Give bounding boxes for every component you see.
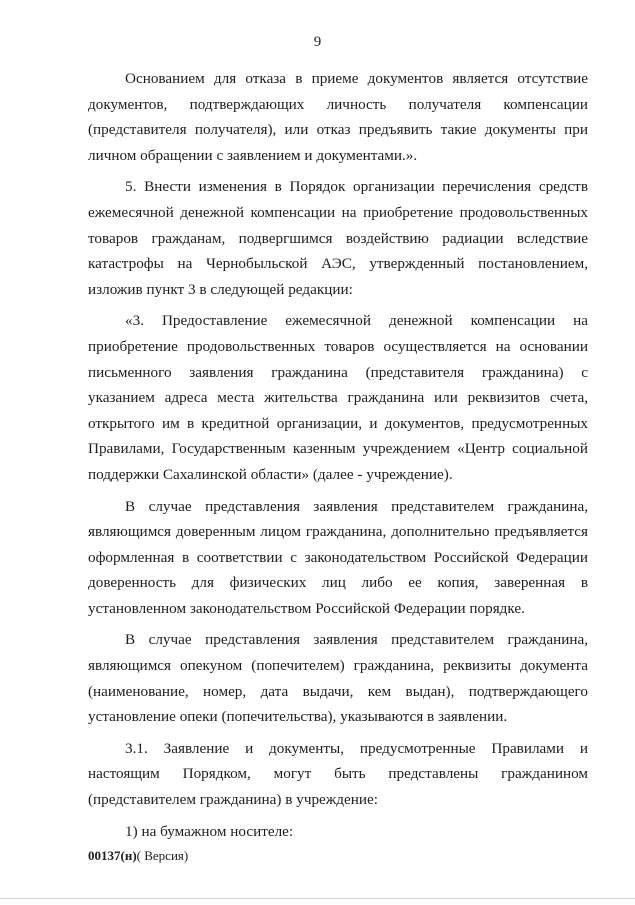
- scan-edge-divider: [0, 898, 635, 899]
- page-number: 9: [313, 34, 322, 50]
- document-body: [88, 66, 588, 850]
- paragraph-item-5: 5. Внести изменения в Порядок организации перечисления средств ежемесячной денежной компенсации на приобретение продовольственных товаров гражданам, подвергшимся воздействию радиации вследствие катастрофы на Чернобыльской АЭС, утвержденный постановлением, изложив пункт 3 в следующей редакции:: [88, 178, 588, 298]
- paragraph-subitem-1: 1) на бумажном носителе:: [125, 822, 294, 840]
- paragraph-refusal-grounds: Основанием для отказа в приеме документов является отсутствие документов, подтверждающих личность получателя компенсации (представителя получателя), или отказ предъявить такие документы при личном обращении с заявлением и документами.».: [88, 70, 588, 164]
- paragraph-item-3-1: 3.1. Заявление и документы, предусмотренные Правилами и настоящим Порядком, могут быть представлены гражданином (представителем гражданина) в учреждение:: [88, 739, 588, 809]
- paragraph-guardian-representative: В случае представления заявления представителем гражданина, являющимся опекуном (попечителем) гражданина, реквизиты документа (наименование, номер, дата выдачи, кем выдан), подтверждающего установление опеки (попечительства), указываются в заявлении.: [88, 631, 588, 726]
- footer-code: 00137(н): [88, 848, 137, 863]
- paragraph-item-3: «3. Предоставление ежемесячной денежной компенсации на приобретение продовольственных товаров осуществляется на основании письменного заявления гражданина (представителя гражданина) с указанием адреса места жительства гражданина или реквизитов счета, открытого им в кредитной организации, и документов, предусмотренных Правилами, Государственным казенным учреждением «Центр социальной поддержки Сахалинской области» (далее - учреждение).: [88, 312, 588, 483]
- footer-version: ( Версия): [136, 848, 189, 863]
- document-footer: [88, 848, 188, 864]
- paragraph-proxy-representative: В случае представления заявления представителем гражданина, являющимся доверенным лицом гражданина, дополнительно предъявляется оформленная в соответствии с законодательством Российской Федерации доверенность для физических лиц либо ее копия, заверенная в установленном законодательством Российской Федерации порядке.: [88, 497, 588, 617]
